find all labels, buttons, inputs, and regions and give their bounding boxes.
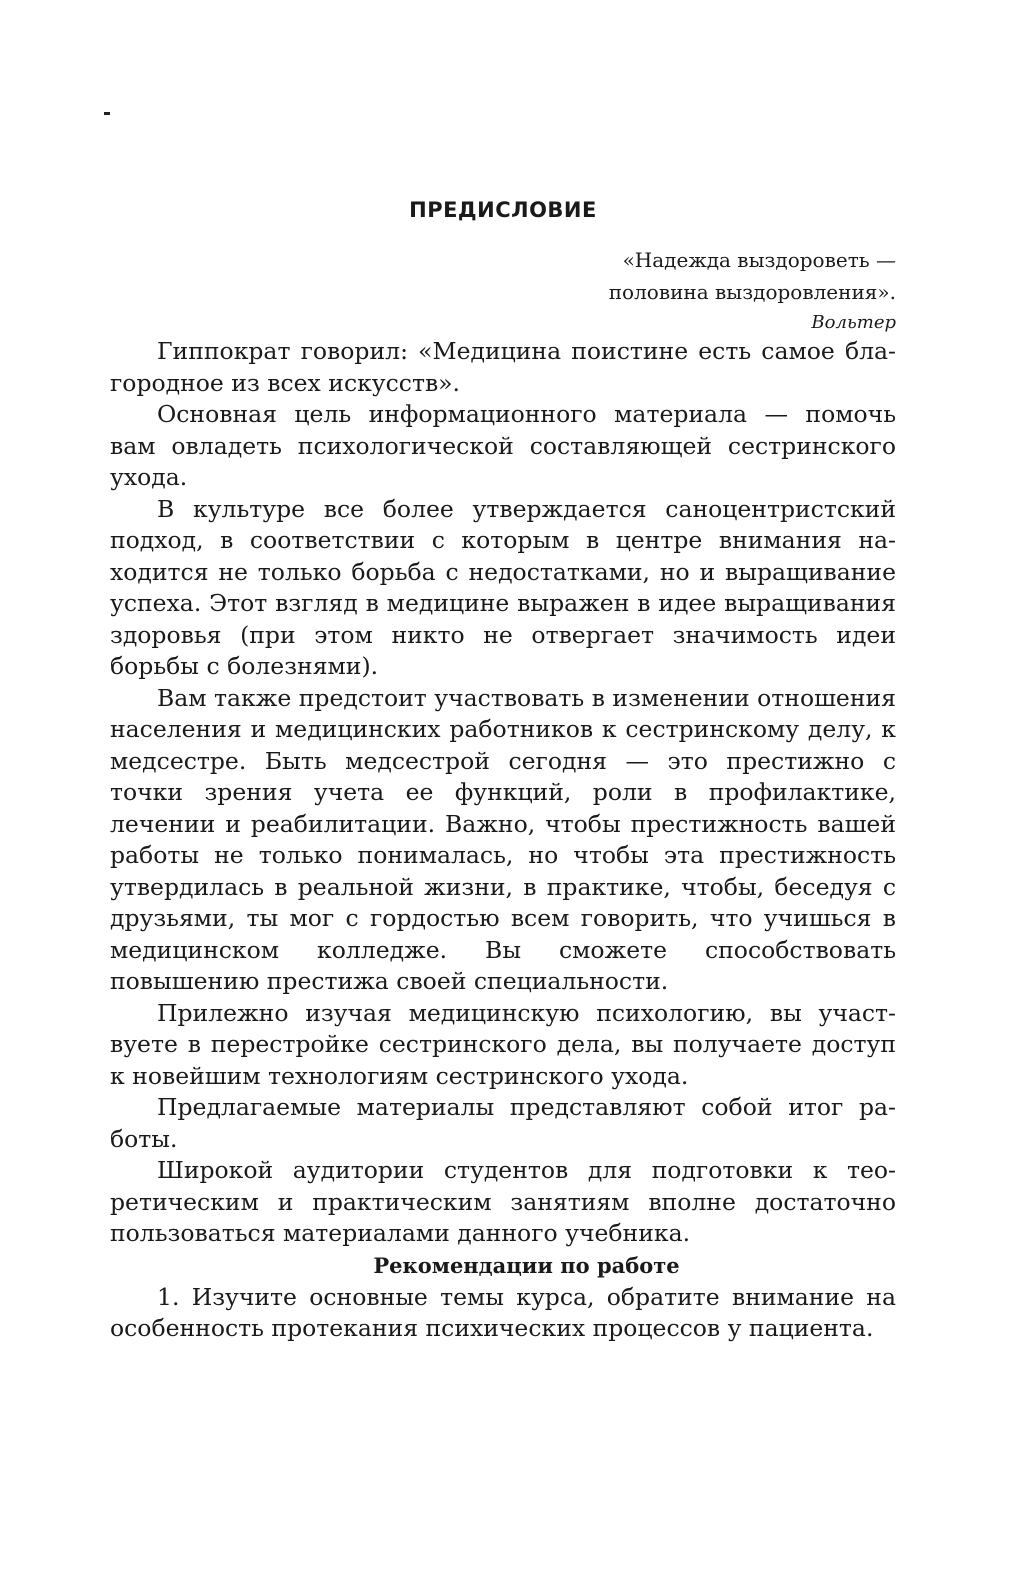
paragraph: В культуре все более утверждается саноцентристский подход, в соответствии с которым в центре внимания находится не только борьба с недостатками, но и выращивание успеха. Этот взгляд в медицине выражен в идее выращивания здоровья (при этом никто не отвергает значимость идеи борьбы с болезнями). [110,494,896,680]
body-text [110,336,896,1345]
paragraph: Вам также предстоит участвовать в изменении отношения населения и медицинских работников к сестринскому делу, к медсестре. Быть медсестрой сегодня — это престижно с точки зрения учета ее функций, роли в профилактике, лечении и реабилитации. Важно, чтобы престижность вашей работы не только понималась, но чтобы эта престижность утвердилась в реальной жизни, в практике, чтобы, беседуя с друзьями, ты мог с гордостью всем говорить, что учишься в медицинском колледже. Вы сможете способствовать повышению престижа своей специальности. [110,683,896,995]
epigraph-author: Вольтер [811,312,896,333]
epigraph [496,244,896,338]
document-page [110,0,896,1575]
section-subheading: Рекомендации по работе [373,1252,680,1278]
paragraph: Широкой аудитории студентов для подготовки к теоретическим и практическим занятиям вполне достаточно пользоваться материалами данного учебника. [110,1156,896,1247]
recommendation-item: 1. Изучите основные темы курса, обратите внимание на особенность протекания психических процессов у пациента. [110,1282,896,1342]
paragraph: Основная цель информационного материала — помочь вам овладеть психологической составляющей сестринского ухода. [110,400,896,491]
paragraph: Прилежно изучая медицинскую психологию, вы участвуете в перестройке сестринского дела, вы получаете доступ к новейшим технологиям сестринского ухода. [110,998,896,1090]
paragraph: Гиппократ говорил: «Медицина поистине есть самое благородное из всех искусств». [110,337,896,397]
epigraph-line-2: половина выздоровления». [608,280,896,304]
page-title: ПРЕДИСЛОВИЕ [409,198,597,222]
epigraph-line-1: «Надежда выздороветь — [622,248,896,272]
paragraph: Предлагаемые материалы представляют собой итог работы. [110,1093,896,1153]
